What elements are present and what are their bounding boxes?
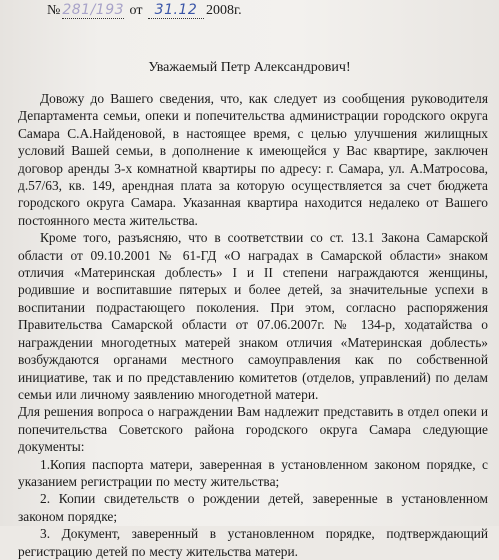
letter-number: 281/193: [62, 2, 125, 18]
date-prefix: от: [129, 3, 143, 18]
paragraph-award-law: Кроме того, разъясняю, что в соответствии со ст. 13.1 Закона Самарской области от 09.10.2001 № 61-ГД «О наградах в Самарской области» знаком отличия «Материнская доблесть» I и II степени награждаются женщины, родившие и воспитавшие пятерых и более детей, за значительные успехи в воспитании подрастающего поколения. При этом, согласно распоряжения Правительства Самарской области от 07.06.2007г. № 134-р, ходатайства о награждении многодетных матерей знаком отличия «Материнская доблесть» возбуждаются органами местного самоуправления как по собственной инициативе, так и по представлению комитетов (отделов, управлений) по делам семьи или личному заявлению многодетной матери.: [18, 230, 488, 402]
letter-date: 31.12: [148, 2, 204, 19]
paragraph-documents-intro: Для решения вопроса о награждении Вам надлежит представить в отдел опеки и попечительства Советского района городского округа Самара следующие документы:: [18, 404, 488, 455]
document-item-3: 3. Документ, заверенный в установленном порядке, подтверждающий регистрацию детей по месту жительства матери.: [18, 526, 488, 559]
paragraph-housing: Довожу до Вашего сведения, что, как следует из сообщения руководителя Департамента семьи, опеки и попечительства администрации городского округа Самара С.А.Найденовой, в настоящее время, с целью улучшения жилищных условий Вашей семьи, в дополнение к имеющейся у Вас квартире, заключен договор аренды 3-х комнатной квартиры по адресу: г. Самара, ул. А.Матросова, д.57/63, кв. 149, арендная плата за которую осуществляется за счет бюджета городского округа Самара. Указанная квартира находится недалеко от Вашего постоянного места жительства.: [18, 91, 488, 228]
document-item-2: 2. Копии свидетельств о рождении детей, заверенные в установленном законом порядке;: [18, 491, 488, 524]
document-item-1: 1.Копия паспорта матери, заверенная в установленном законом порядке, с указанием регистрации по месту жительства;: [18, 456, 488, 489]
letter-body: [18, 90, 488, 560]
salutation: Уважаемый Петр Александрович!: [148, 60, 351, 75]
letter-header: [47, 2, 242, 19]
number-prefix: №: [47, 3, 61, 18]
letter-year: 2008г.: [205, 3, 242, 18]
